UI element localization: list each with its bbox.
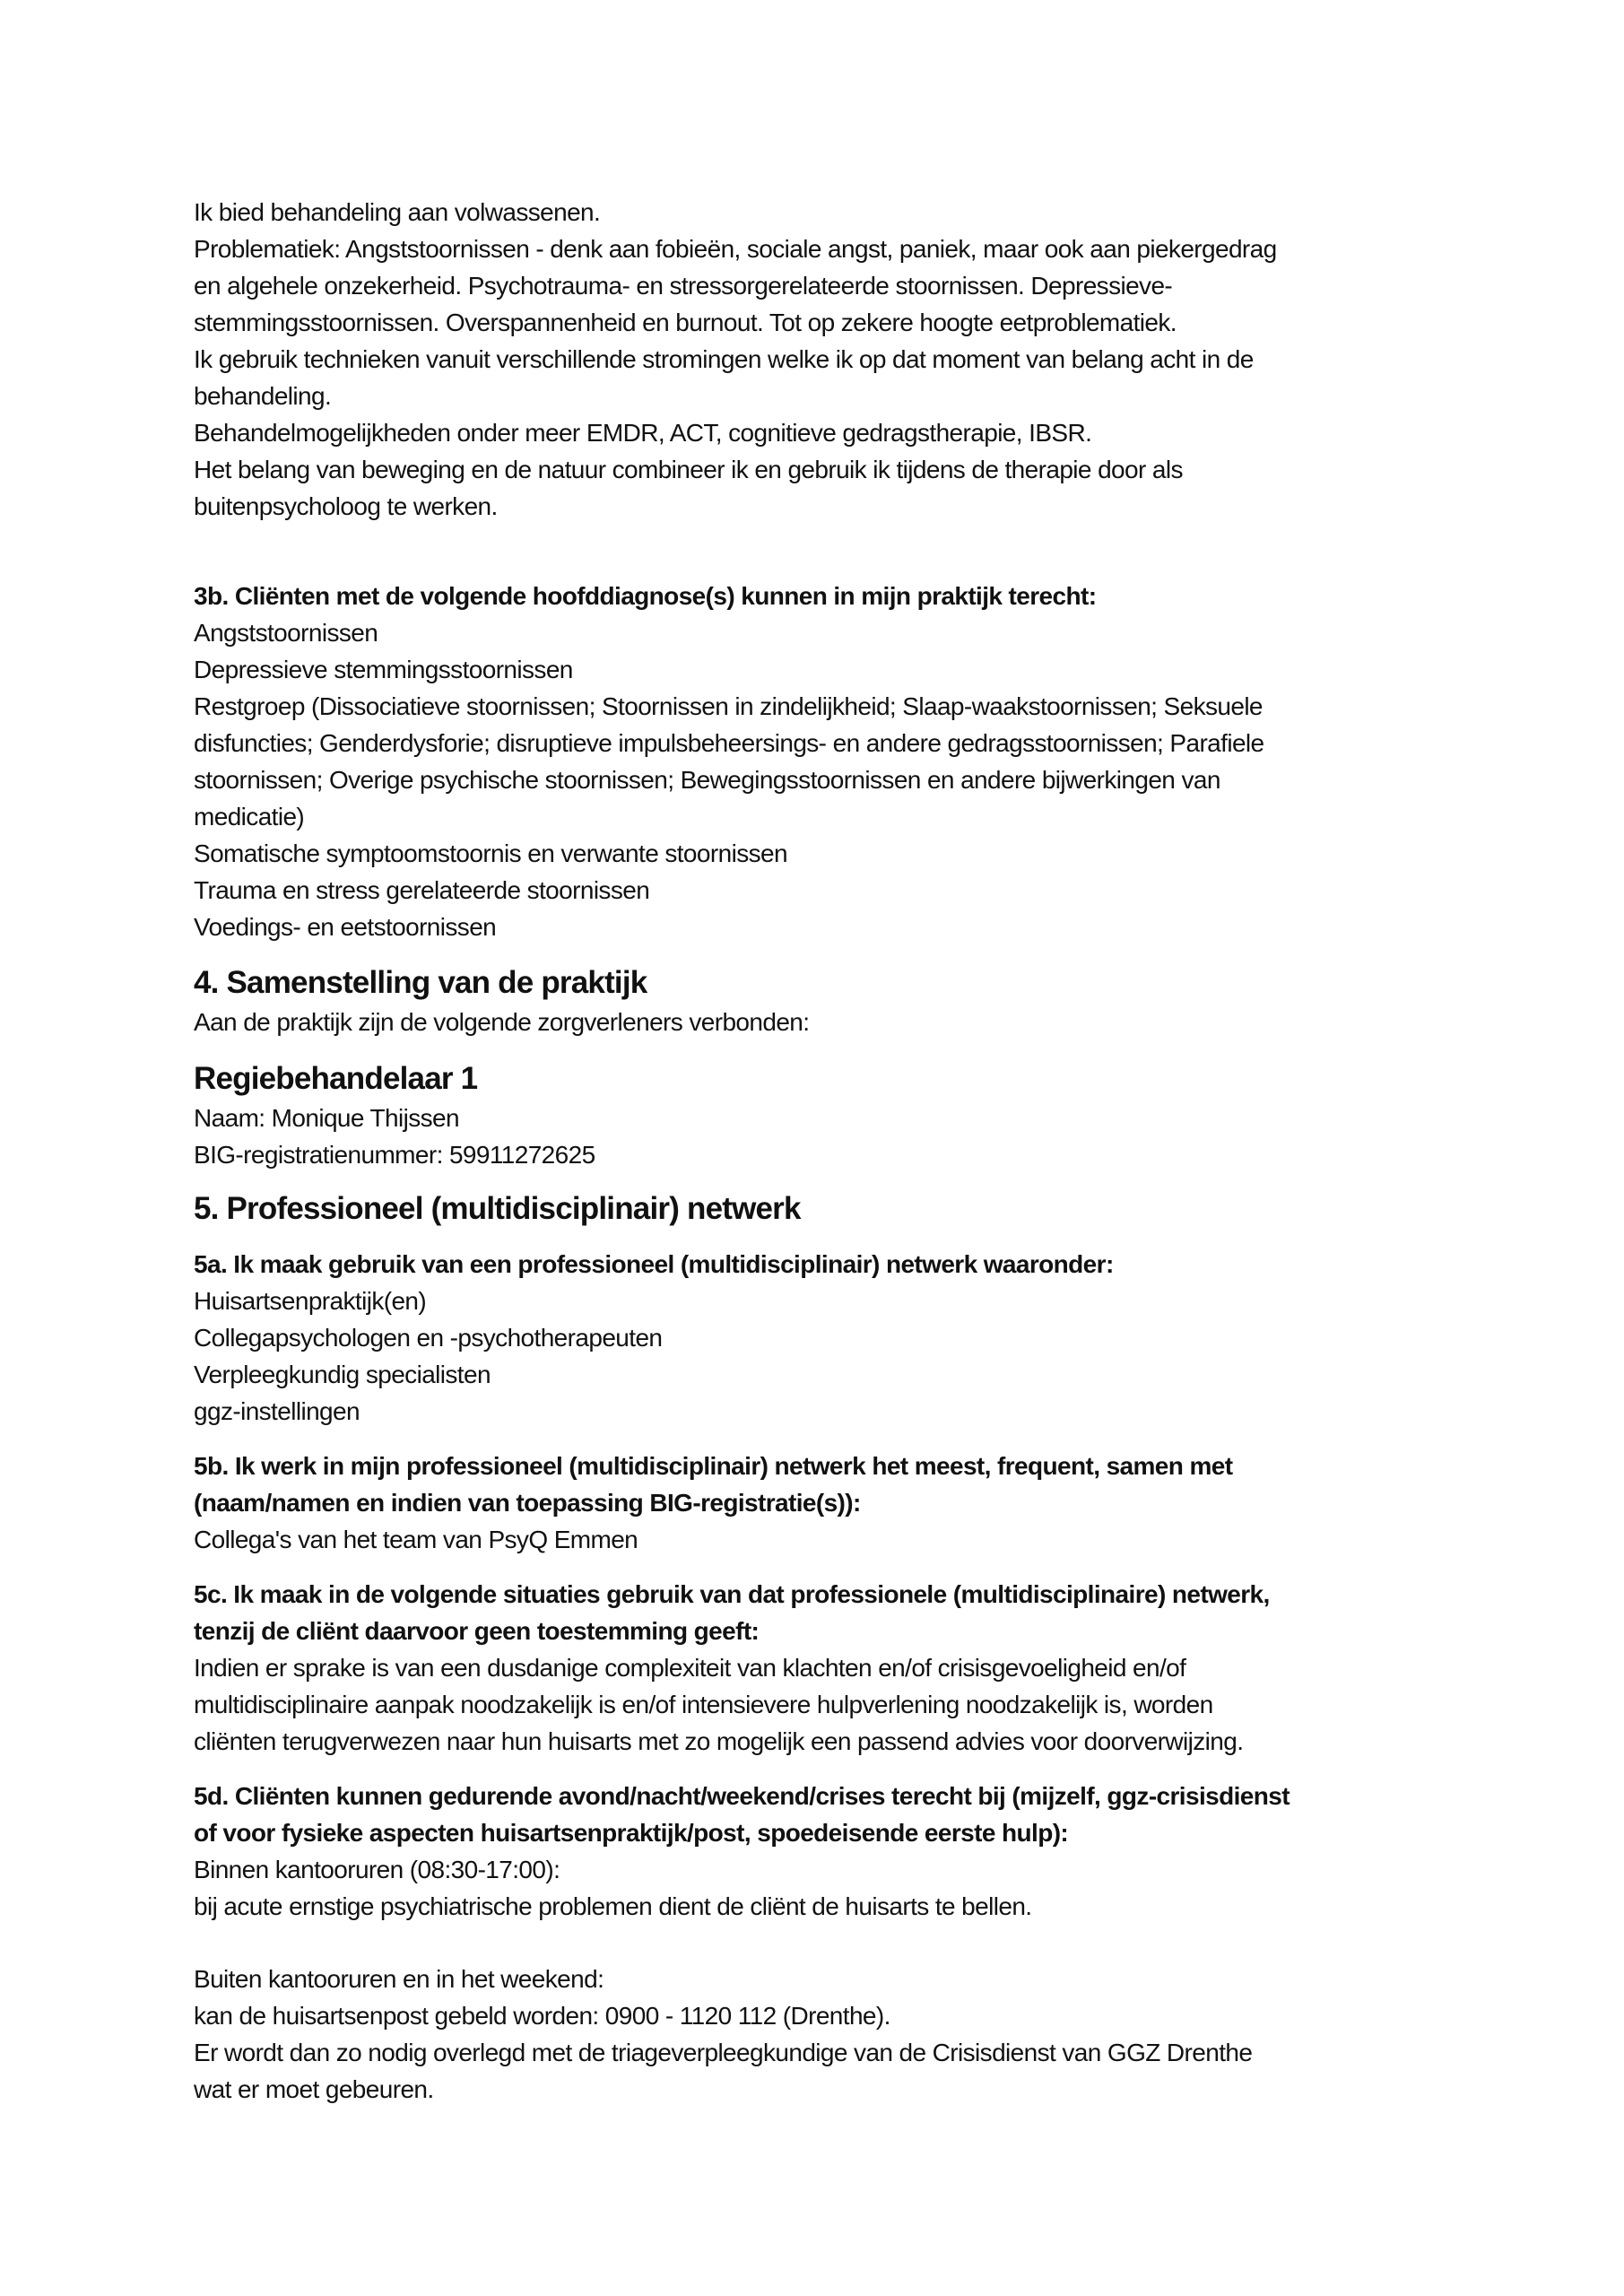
section-5b-text: Collega's van het team van PsyQ Emmen: [194, 1526, 638, 1553]
section-5c-text: Indien er sprake is van een dusdanige complexiteit van klachten en/of crisisgevoeligheid en/of: [194, 1654, 1186, 1682]
practitioner-name: Naam: Monique Thijssen: [194, 1104, 459, 1132]
section-5d-heading: of voor fysieke aspecten huisartsenpraktijk/post, spoedeisende eerste hulp):: [194, 1819, 1069, 1847]
intro-line: Behandelmogelijkheden onder meer EMDR, ACT, cognitieve gedragstherapie, IBSR.: [194, 419, 1092, 447]
section-5b-heading: (naam/namen en indien van toepassing BIG-registratie(s)):: [194, 1489, 861, 1517]
intro-line: Ik bied behandeling aan volwassenen.: [194, 198, 601, 226]
diagnosis-item: Trauma en stress gerelateerde stoornissen: [194, 876, 650, 904]
diagnosis-item: Angststoornissen: [194, 619, 378, 647]
intro-line: behandeling.: [194, 382, 332, 410]
practitioner-big-number: BIG-registratienummer: 59911272625: [194, 1141, 595, 1169]
diagnosis-item: medicatie): [194, 803, 305, 831]
practitioner-heading: Regiebehandelaar 1: [194, 1061, 478, 1096]
network-item: Collegapsychologen en -psychotherapeuten: [194, 1324, 663, 1352]
section-4-intro: Aan de praktijk zijn de volgende zorgverleners verbonden:: [194, 1008, 810, 1036]
intro-line: Ik gebruik technieken vanuit verschillende stromingen welke ik op dat moment van belang acht in de: [194, 345, 1254, 373]
diagnosis-item: Voedings- en eetstoornissen: [194, 913, 497, 941]
section-5c-heading: 5c. Ik maak in de volgende situaties gebruik van dat professionele (multidisciplinaire) netwerk,: [194, 1580, 1270, 1608]
intro-line: buitenpsycholoog te werken.: [194, 492, 498, 520]
diagnosis-item: stoornissen; Overige psychische stoornissen; Bewegingsstoornissen en andere bijwerkingen van: [194, 766, 1220, 794]
diagnosis-item: Restgroep (Dissociatieve stoornissen; Stoornissen in zindelijkheid; Slaap-waakstoornissen; Seksuele: [194, 692, 1263, 720]
section-4-heading: 4. Samenstelling van de praktijk: [194, 965, 647, 1000]
section-5-heading: 5. Professioneel (multidisciplinair) netwerk: [194, 1191, 801, 1226]
intro-line: Problematiek: Angststoornissen - denk aan fobieën, sociale angst, paniek, maar ook aan piekergedrag: [194, 235, 1277, 263]
intro-line: stemmingsstoornissen. Overspannenheid en burnout. Tot op zekere hoogte eetproblematiek.: [194, 309, 1177, 336]
spacer: [194, 1925, 1449, 1961]
diagnosis-item: disfuncties; Genderdysforie; disruptieve impulsbeheersings- en andere gedragsstoornissen; Parafiele: [194, 729, 1264, 757]
diagnosis-item: Depressieve stemmingsstoornissen: [194, 656, 573, 683]
section-3b-heading: 3b. Cliënten met de volgende hoofddiagnose(s) kunnen in mijn praktijk terecht:: [194, 582, 1097, 610]
section-5c-text: multidisciplinaire aanpak noodzakelijk is en/of intensievere hulpverlening noodzakelijk is, worden: [194, 1691, 1213, 1718]
section-5b-heading: 5b. Ik werk in mijn professioneel (multidisciplinair) netwerk het meest, frequent, samen met: [194, 1452, 1233, 1480]
after-hours-text: kan de huisartsenpost gebeld worden: 0900 - 1120 112 (Drenthe).: [194, 2002, 890, 2030]
network-item: ggz-instellingen: [194, 1397, 360, 1425]
section-5: [194, 1188, 1449, 2108]
section-5d-heading: 5d. Cliënten kunnen gedurende avond/nacht/weekend/crises terecht bij (mijzelf, ggz-crisisdienst: [194, 1782, 1290, 1810]
section-5b: [194, 1448, 1449, 1558]
office-hours-text: bij acute ernstige psychiatrische problemen dient de cliënt de huisarts te bellen.: [194, 1892, 1032, 1920]
spacer: [194, 525, 1449, 578]
section-3b: [194, 578, 1449, 945]
section-5c-heading: tenzij de cliënt daarvoor geen toestemming geeft:: [194, 1617, 760, 1645]
section-5a-heading: 5a. Ik maak gebruik van een professioneel (multidisciplinair) netwerk waaronder:: [194, 1250, 1114, 1278]
after-hours-text: wat er moet gebeuren.: [194, 2075, 434, 2103]
section-5a: [194, 1246, 1449, 1430]
network-item: Verpleegkundig specialisten: [194, 1361, 491, 1388]
section-5d: [194, 1778, 1449, 2108]
after-hours-text: Er wordt dan zo nodig overlegd met de triageverpleegkundige van de Crisisdienst van GGZ Drenthe: [194, 2039, 1253, 2066]
section-4: [194, 962, 1449, 1173]
network-item: Huisartsenpraktijk(en): [194, 1287, 427, 1315]
intro-line: en algehele onzekerheid. Psychotrauma- en stressorgerelateerde stoornissen. Depressieve-: [194, 272, 1173, 300]
document-page: [194, 194, 1449, 2108]
after-hours-text: Buiten kantooruren en in het weekend:: [194, 1965, 604, 1993]
diagnosis-item: Somatische symptoomstoornis en verwante stoornissen: [194, 839, 787, 867]
intro-paragraph: [194, 194, 1449, 525]
office-hours-text: Binnen kantooruren (08:30-17:00):: [194, 1856, 560, 1883]
section-5c: [194, 1576, 1449, 1760]
section-5c-text: cliënten terugverwezen naar hun huisarts met zo mogelijk een passend advies voor doorverwijzing.: [194, 1727, 1244, 1755]
practitioner-block: [194, 1058, 1449, 1173]
intro-line: Het belang van beweging en de natuur combineer ik en gebruik ik tijdens de therapie door als: [194, 456, 1183, 483]
